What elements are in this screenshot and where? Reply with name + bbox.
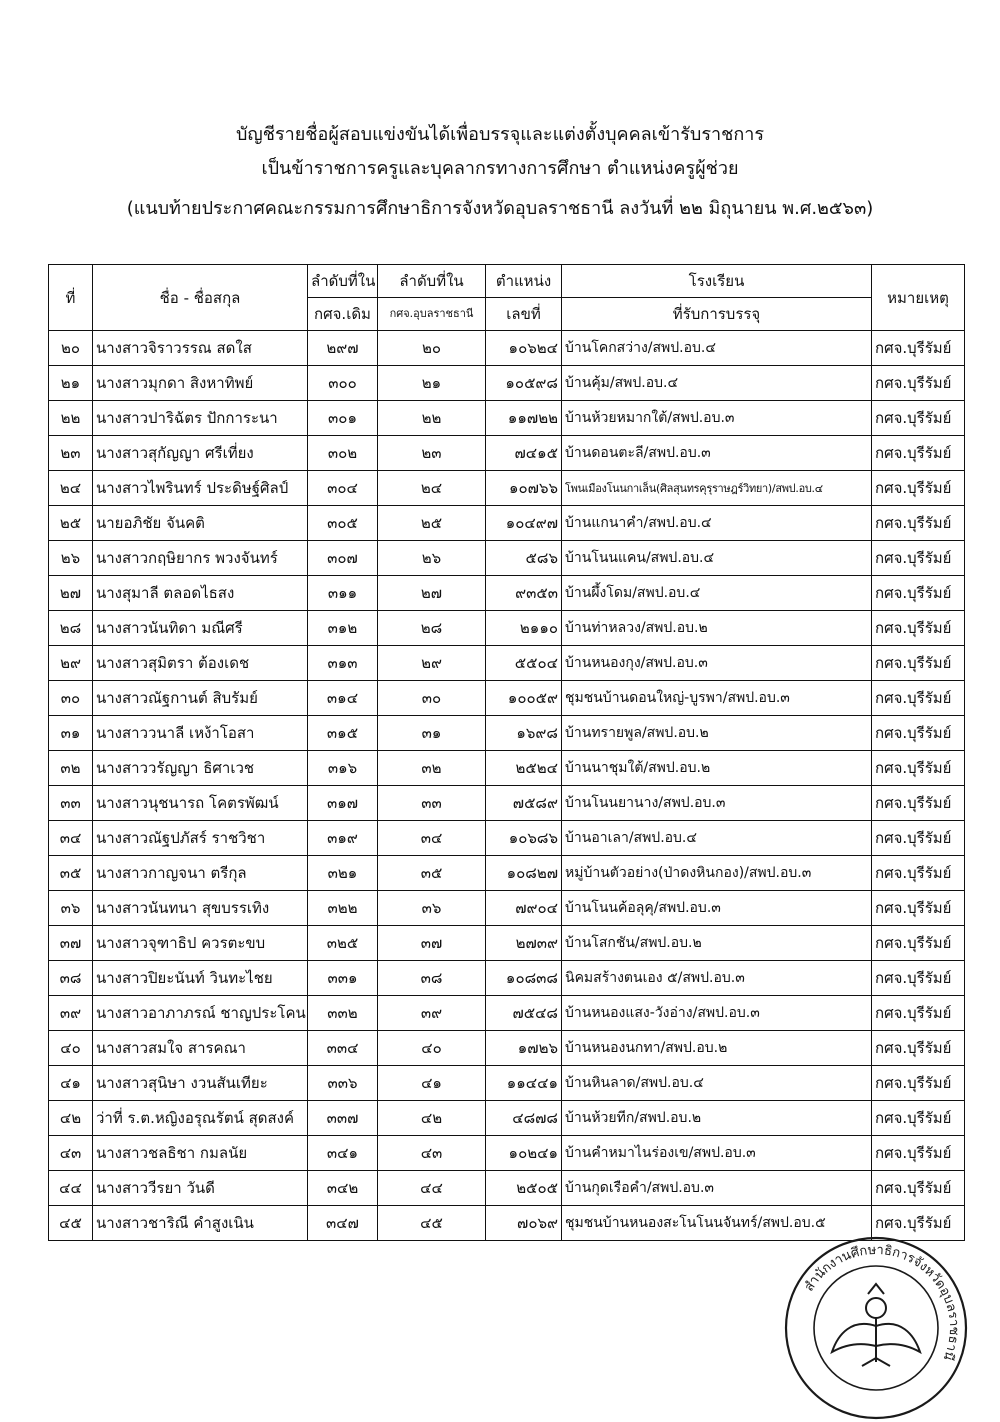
new-rank: ๒๖ bbox=[378, 541, 486, 576]
row-number: ๒๖ bbox=[49, 541, 93, 576]
new-rank: ๒๗ bbox=[378, 576, 486, 611]
candidate-name: นางสาวอาภาภรณ์ ชาญประโคน bbox=[93, 996, 308, 1031]
original-rank: ๓๓๑ bbox=[308, 961, 378, 996]
position-number: ๕๕๐๔ bbox=[486, 646, 562, 681]
school-name: หมู่บ้านตัวอย่าง(ป่าดงหินกอง)/สพป.อบ.๓ bbox=[562, 856, 872, 891]
original-rank: ๓๑๙ bbox=[308, 821, 378, 856]
row-number: ๓๑ bbox=[49, 716, 93, 751]
row-number: ๔๕ bbox=[49, 1206, 93, 1241]
remark: กศจ.บุรีรัมย์ bbox=[872, 1066, 965, 1101]
candidate-name: นางสาวไพรินทร์ ประดิษฐ์ศิลป์ bbox=[93, 471, 308, 506]
original-rank: ๓๓๗ bbox=[308, 1101, 378, 1136]
position-number: ๑๐๐๕๙ bbox=[486, 681, 562, 716]
position-number: ๒๑๑๐ bbox=[486, 611, 562, 646]
table-row bbox=[49, 891, 965, 926]
table-row bbox=[49, 471, 965, 506]
new-rank: ๔๕ bbox=[378, 1206, 486, 1241]
row-number: ๓๘ bbox=[49, 961, 93, 996]
remark: กศจ.บุรีรัมย์ bbox=[872, 996, 965, 1031]
header-school-1: โรงเรียน bbox=[562, 265, 872, 298]
new-rank: ๓๕ bbox=[378, 856, 486, 891]
position-number: ๑๖๙๘ bbox=[486, 716, 562, 751]
remark: กศจ.บุรีรัมย์ bbox=[872, 611, 965, 646]
new-rank: ๒๔ bbox=[378, 471, 486, 506]
school-name: บ้านท่าหลวง/สพป.อบ.๒ bbox=[562, 611, 872, 646]
table-row bbox=[49, 926, 965, 961]
position-number: ๑๐๘๒๗ bbox=[486, 856, 562, 891]
school-name: บ้านห้วยทีก/สพป.อบ.๒ bbox=[562, 1101, 872, 1136]
remark: กศจ.บุรีรัมย์ bbox=[872, 681, 965, 716]
school-name: บ้านหินลาด/สพป.อบ.๔ bbox=[562, 1066, 872, 1101]
original-rank: ๓๓๔ bbox=[308, 1031, 378, 1066]
candidate-name: นางสาวกาญจนา ตรีกุล bbox=[93, 856, 308, 891]
new-rank: ๓๑ bbox=[378, 716, 486, 751]
school-name: บ้านอาเลา/สพป.อบ.๔ bbox=[562, 821, 872, 856]
row-number: ๒๔ bbox=[49, 471, 93, 506]
position-number: ๑๐๒๔๑ bbox=[486, 1136, 562, 1171]
remark: กศจ.บุรีรัมย์ bbox=[872, 436, 965, 471]
candidate-name: นางสาวนันทิดา มณีศรี bbox=[93, 611, 308, 646]
candidate-name: นางสาวจุฑาธิป ควรตะขบ bbox=[93, 926, 308, 961]
table-row bbox=[49, 401, 965, 436]
row-number: ๔๒ bbox=[49, 1101, 93, 1136]
original-rank: ๓๑๕ bbox=[308, 716, 378, 751]
new-rank: ๒๘ bbox=[378, 611, 486, 646]
candidate-name: นางสาวสุมิตรา ต้องเดช bbox=[93, 646, 308, 681]
table-row bbox=[49, 576, 965, 611]
position-number: ๑๐๘๓๘ bbox=[486, 961, 562, 996]
table-row bbox=[49, 1031, 965, 1066]
school-name: บ้านดอนตะลี/สพป.อบ.๓ bbox=[562, 436, 872, 471]
position-number: ๒๕๐๕ bbox=[486, 1171, 562, 1206]
candidate-name: นางสาวนันทนา สุขบรรเทิง bbox=[93, 891, 308, 926]
remark: กศจ.บุรีรัมย์ bbox=[872, 1206, 965, 1241]
new-rank: ๒๑ bbox=[378, 366, 486, 401]
original-rank: ๓๐๒ bbox=[308, 436, 378, 471]
seal-text: สำนักงานศึกษาธิการจังหวัดอุบลราชธานี bbox=[801, 1242, 962, 1363]
candidate-name: นางสาวณัฐปภัสร์ ราชวิชา bbox=[93, 821, 308, 856]
original-rank: ๓๔๒ bbox=[308, 1171, 378, 1206]
table-row bbox=[49, 1066, 965, 1101]
position-number: ๑๐๗๖๖ bbox=[486, 471, 562, 506]
table-row bbox=[49, 786, 965, 821]
candidate-name: นางสาวสมใจ สารคณา bbox=[93, 1031, 308, 1066]
original-rank: ๓๐๔ bbox=[308, 471, 378, 506]
school-name: บ้านนาชุมใต้/สพป.อบ.๒ bbox=[562, 751, 872, 786]
row-number: ๓๓ bbox=[49, 786, 93, 821]
candidate-name: นางสาววีรยา วันดี bbox=[93, 1171, 308, 1206]
original-rank: ๓๔๑ bbox=[308, 1136, 378, 1171]
title-line-1: บัญชีรายชื่อผู้สอบแข่งขันได้เพื่อบรรจุและแต่งตั้งบุคคลเข้ารับราชการ bbox=[235, 124, 764, 145]
new-rank: ๒๐ bbox=[378, 331, 486, 366]
table-row bbox=[49, 366, 965, 401]
remark: กศจ.บุรีรัมย์ bbox=[872, 471, 965, 506]
table-row bbox=[49, 681, 965, 716]
header-new-rank-1: ลำดับที่ใน bbox=[378, 265, 486, 298]
row-number: ๒๐ bbox=[49, 331, 93, 366]
title-line-2: เป็นข้าราชการครูและบุคลากรทางการศึกษา ตำแหน่งครูผู้ช่วย bbox=[261, 158, 739, 179]
school-name: บ้านแกนาคำ/สพป.อบ.๔ bbox=[562, 506, 872, 541]
remark: กศจ.บุรีรัมย์ bbox=[872, 1101, 965, 1136]
candidate-table bbox=[48, 264, 965, 1241]
remark: กศจ.บุรีรัมย์ bbox=[872, 401, 965, 436]
new-rank: ๒๕ bbox=[378, 506, 486, 541]
new-rank: ๓๔ bbox=[378, 821, 486, 856]
candidate-name: นางสาวชลธิชา กมลนัย bbox=[93, 1136, 308, 1171]
position-number: ๑๐๔๙๗ bbox=[486, 506, 562, 541]
remark: กศจ.บุรีรัมย์ bbox=[872, 751, 965, 786]
position-number: ๑๐๖๘๖ bbox=[486, 821, 562, 856]
candidate-name: นางสาวมุกดา สิงหาทิพย์ bbox=[93, 366, 308, 401]
original-rank: ๓๑๖ bbox=[308, 751, 378, 786]
school-name: บ้านคำหมาไนร่องเข/สพป.อบ.๓ bbox=[562, 1136, 872, 1171]
remark: กศจ.บุรีรัมย์ bbox=[872, 646, 965, 681]
table-row bbox=[49, 646, 965, 681]
table-row bbox=[49, 1171, 965, 1206]
table-row bbox=[49, 716, 965, 751]
school-name: ชุมชนบ้านดอนใหญ่-บูรพา/สพป.อบ.๓ bbox=[562, 681, 872, 716]
table-row bbox=[49, 611, 965, 646]
table-row bbox=[49, 961, 965, 996]
table-row bbox=[49, 996, 965, 1031]
school-name: บ้านผึ้งโดม/สพป.อบ.๔ bbox=[562, 576, 872, 611]
new-rank: ๔๑ bbox=[378, 1066, 486, 1101]
remark: กศจ.บุรีรัมย์ bbox=[872, 716, 965, 751]
remark: กศจ.บุรีรัมย์ bbox=[872, 821, 965, 856]
position-number: ๗๕๘๙ bbox=[486, 786, 562, 821]
title-line-3: (แนบท้ายประกาศคณะกรรมการศึกษาธิการจังหวัดอุบลราชธานี ลงวันที่ ๒๒ มิถุนายน พ.ศ.๒๕๖๓) bbox=[126, 198, 874, 219]
original-rank: ๒๙๗ bbox=[308, 331, 378, 366]
row-number: ๓๖ bbox=[49, 891, 93, 926]
position-number: ๑๗๒๖ bbox=[486, 1031, 562, 1066]
new-rank: ๒๒ bbox=[378, 401, 486, 436]
row-number: ๒๓ bbox=[49, 436, 93, 471]
header-school-2: ที่รับการบรรจุ bbox=[562, 298, 872, 331]
position-number: ๒๗๓๙ bbox=[486, 926, 562, 961]
candidate-name: นางสุมาลี ตลอดไธสง bbox=[93, 576, 308, 611]
candidate-name: นางสาวชาริณี คำสูงเนิน bbox=[93, 1206, 308, 1241]
remark: กศจ.บุรีรัมย์ bbox=[872, 856, 965, 891]
new-rank: ๓๙ bbox=[378, 996, 486, 1031]
position-number: ๑๐๖๒๔ bbox=[486, 331, 562, 366]
original-rank: ๓๑๔ bbox=[308, 681, 378, 716]
row-number: ๓๙ bbox=[49, 996, 93, 1031]
original-rank: ๓๐๕ bbox=[308, 506, 378, 541]
remark: กศจ.บุรีรัมย์ bbox=[872, 1171, 965, 1206]
header-remark: หมายเหตุ bbox=[872, 265, 965, 331]
new-rank: ๓๓ bbox=[378, 786, 486, 821]
original-rank: ๓๐๗ bbox=[308, 541, 378, 576]
position-number: ๑๑๗๒๒ bbox=[486, 401, 562, 436]
remark: กศจ.บุรีรัมย์ bbox=[872, 366, 965, 401]
position-number: ๗๔๑๕ bbox=[486, 436, 562, 471]
row-number: ๓๒ bbox=[49, 751, 93, 786]
school-name: บ้านหนองนกทา/สพป.อบ.๒ bbox=[562, 1031, 872, 1066]
original-rank: ๓๐๐ bbox=[308, 366, 378, 401]
original-rank: ๓๑๗ bbox=[308, 786, 378, 821]
remark: กศจ.บุรีรัมย์ bbox=[872, 331, 965, 366]
header-new-rank-2: กศจ.อุบลราชธานี bbox=[378, 298, 486, 331]
table-row bbox=[49, 541, 965, 576]
remark: กศจ.บุรีรัมย์ bbox=[872, 926, 965, 961]
original-rank: ๓๓๒ bbox=[308, 996, 378, 1031]
position-number: ๗๙๐๔ bbox=[486, 891, 562, 926]
school-name: บ้านโนนยานาง/สพป.อบ.๓ bbox=[562, 786, 872, 821]
candidate-name: นางสาวปิยะนันท์ วินทะไชย bbox=[93, 961, 308, 996]
school-name: บ้านห้วยหมากใต้/สพป.อบ.๓ bbox=[562, 401, 872, 436]
new-rank: ๔๓ bbox=[378, 1136, 486, 1171]
school-name: บ้านกุดเรือคำ/สพป.อบ.๓ bbox=[562, 1171, 872, 1206]
row-number: ๓๕ bbox=[49, 856, 93, 891]
original-rank: ๓๒๒ bbox=[308, 891, 378, 926]
row-number: ๓๗ bbox=[49, 926, 93, 961]
new-rank: ๓๗ bbox=[378, 926, 486, 961]
position-number: ๙๓๕๓ bbox=[486, 576, 562, 611]
official-seal bbox=[782, 1234, 970, 1422]
table-row bbox=[49, 331, 965, 366]
new-rank: ๓๐ bbox=[378, 681, 486, 716]
candidate-name: นางสาววนาลี เหง้าโอสา bbox=[93, 716, 308, 751]
header-orig-rank-1: ลำดับที่ใน bbox=[308, 265, 378, 298]
position-number: ๑๐๕๙๘ bbox=[486, 366, 562, 401]
remark: กศจ.บุรีรัมย์ bbox=[872, 541, 965, 576]
school-name: ชุมชนบ้านหนองสะโนโนนจันทร์/สพป.อบ.๕ bbox=[562, 1206, 872, 1241]
position-number: ๑๑๔๔๑ bbox=[486, 1066, 562, 1101]
candidate-name: นางสาวณัฐกานต์ สิบรัมย์ bbox=[93, 681, 308, 716]
remark: กศจ.บุรีรัมย์ bbox=[872, 1136, 965, 1171]
school-name: บ้านโสกชัน/สพป.อบ.๒ bbox=[562, 926, 872, 961]
table-row bbox=[49, 506, 965, 541]
remark: กศจ.บุรีรัมย์ bbox=[872, 961, 965, 996]
row-number: ๒๙ bbox=[49, 646, 93, 681]
candidate-name: นางสาวปาริฉัตร ปักการะนา bbox=[93, 401, 308, 436]
school-name: โพนเมืองโนนกาเล็น(ศิลสุนทรคุรุราษฎร์วิทยา)/สพป.อบ.๔ bbox=[562, 471, 872, 506]
school-name: นิคมสร้างตนเอง ๕/สพป.อบ.๓ bbox=[562, 961, 872, 996]
remark: กศจ.บุรีรัมย์ bbox=[872, 576, 965, 611]
new-rank: ๒๙ bbox=[378, 646, 486, 681]
row-number: ๒๒ bbox=[49, 401, 93, 436]
school-name: บ้านหนองแสง-วังอ่าง/สพป.อบ.๓ bbox=[562, 996, 872, 1031]
candidate-name: นางสาวนุชนารถ โคตรพัฒน์ bbox=[93, 786, 308, 821]
position-number: ๕๘๖ bbox=[486, 541, 562, 576]
new-rank: ๓๒ bbox=[378, 751, 486, 786]
row-number: ๔๓ bbox=[49, 1136, 93, 1171]
table-row bbox=[49, 856, 965, 891]
new-rank: ๔๔ bbox=[378, 1171, 486, 1206]
candidate-name: นางสาวสุกัญญา ศรีเที่ยง bbox=[93, 436, 308, 471]
table-row bbox=[49, 1101, 965, 1136]
new-rank: ๓๖ bbox=[378, 891, 486, 926]
table-row bbox=[49, 1136, 965, 1171]
school-name: บ้านคุ้ม/สพป.อบ.๔ bbox=[562, 366, 872, 401]
position-number: ๔๘๗๘ bbox=[486, 1101, 562, 1136]
position-number: ๗๕๔๘ bbox=[486, 996, 562, 1031]
original-rank: ๓๒๑ bbox=[308, 856, 378, 891]
candidate-name: นางสาวจิราวรรณ สดใส bbox=[93, 331, 308, 366]
school-name: บ้านหนองกุง/สพป.อบ.๓ bbox=[562, 646, 872, 681]
header-position-2: เลขที่ bbox=[486, 298, 562, 331]
row-number: ๒๑ bbox=[49, 366, 93, 401]
garuda-emblem-icon bbox=[832, 1284, 920, 1366]
school-name: บ้านโนนแคน/สพป.อบ.๔ bbox=[562, 541, 872, 576]
row-number: ๔๔ bbox=[49, 1171, 93, 1206]
header-no: ที่ bbox=[49, 265, 93, 331]
row-number: ๔๑ bbox=[49, 1066, 93, 1101]
original-rank: ๓๒๕ bbox=[308, 926, 378, 961]
original-rank: ๓๑๑ bbox=[308, 576, 378, 611]
remark: กศจ.บุรีรัมย์ bbox=[872, 1031, 965, 1066]
school-name: บ้านทรายพูล/สพป.อบ.๒ bbox=[562, 716, 872, 751]
new-rank: ๔๒ bbox=[378, 1101, 486, 1136]
new-rank: ๒๓ bbox=[378, 436, 486, 471]
original-rank: ๓๑๒ bbox=[308, 611, 378, 646]
row-number: ๓๔ bbox=[49, 821, 93, 856]
header-name: ชื่อ - ชื่อสกุล bbox=[93, 265, 308, 331]
original-rank: ๓๓๖ bbox=[308, 1066, 378, 1101]
table-row bbox=[49, 436, 965, 471]
row-number: ๒๕ bbox=[49, 506, 93, 541]
original-rank: ๓๐๑ bbox=[308, 401, 378, 436]
candidate-name: นายอภิชัย จันคติ bbox=[93, 506, 308, 541]
new-rank: ๔๐ bbox=[378, 1031, 486, 1066]
candidate-name: นางสาววรัญญา ธิศาเวช bbox=[93, 751, 308, 786]
table-row bbox=[49, 751, 965, 786]
row-number: ๓๐ bbox=[49, 681, 93, 716]
candidate-name: นางสาวกฤษิยากร พวงจันทร์ bbox=[93, 541, 308, 576]
original-rank: ๓๔๗ bbox=[308, 1206, 378, 1241]
original-rank: ๓๑๓ bbox=[308, 646, 378, 681]
school-name: บ้านโนนค้อลุคุ/สพป.อบ.๓ bbox=[562, 891, 872, 926]
table-row bbox=[49, 821, 965, 856]
new-rank: ๓๘ bbox=[378, 961, 486, 996]
remark: กศจ.บุรีรัมย์ bbox=[872, 786, 965, 821]
header-orig-rank-2: กศจ.เดิม bbox=[308, 298, 378, 331]
row-number: ๒๗ bbox=[49, 576, 93, 611]
remark: กศจ.บุรีรัมย์ bbox=[872, 891, 965, 926]
position-number: ๒๕๒๔ bbox=[486, 751, 562, 786]
remark: กศจ.บุรีรัมย์ bbox=[872, 506, 965, 541]
candidate-name: นางสาวสุนิษา งวนสันเทียะ bbox=[93, 1066, 308, 1101]
position-number: ๗๐๖๙ bbox=[486, 1206, 562, 1241]
candidate-name: ว่าที่ ร.ต.หญิงอรุณรัตน์ สุดสงค์ bbox=[93, 1101, 308, 1136]
header-position-1: ตำแหน่ง bbox=[486, 265, 562, 298]
school-name: บ้านโคกสว่าง/สพป.อบ.๔ bbox=[562, 331, 872, 366]
row-number: ๒๘ bbox=[49, 611, 93, 646]
row-number: ๔๐ bbox=[49, 1031, 93, 1066]
